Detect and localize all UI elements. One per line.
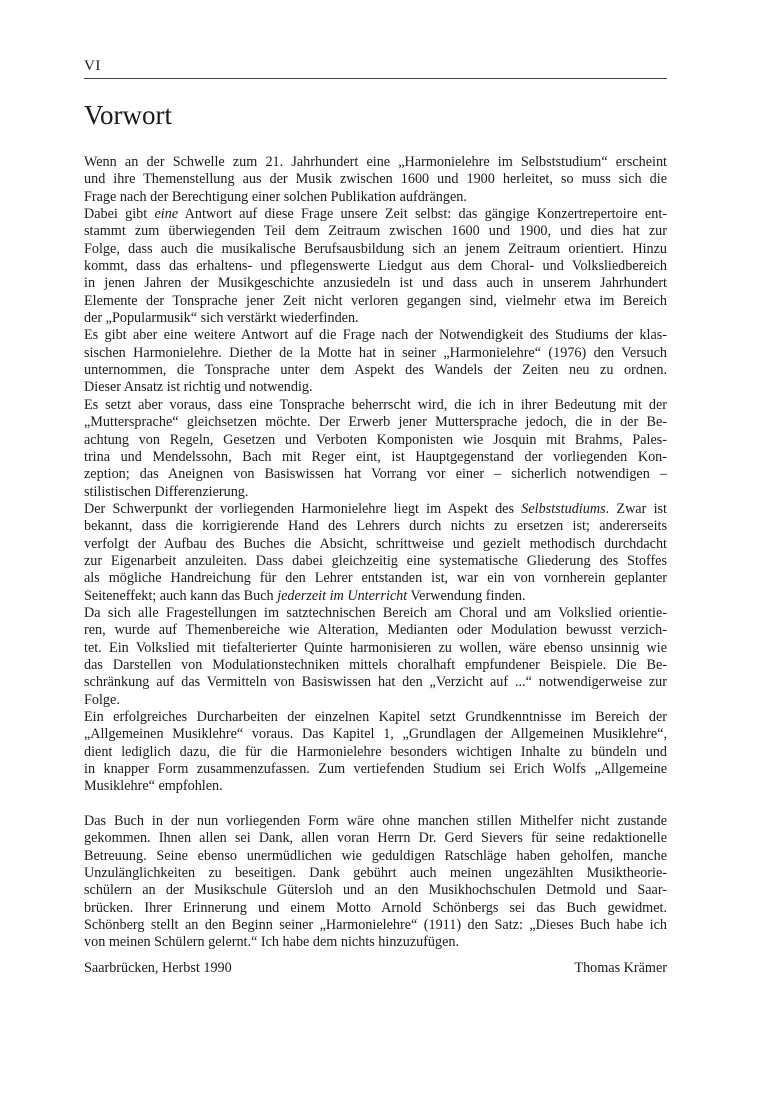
text-line: Dabei gibt eine Antwort auf diese Frage unsere Zeit selbst: das gängige Konzertrepertoire ent- bbox=[84, 206, 667, 223]
text-line: sischen Harmonielehre. Diether de la Motte hat in seiner „Harmonielehre“ (1976) den Versuch bbox=[84, 344, 667, 361]
text-line: tet. Ein Volkslied mit tiefalterierter Quinte harmonisieren zu wollen, wäre ebenso unsinnig wie bbox=[84, 639, 667, 656]
text-line: Da sich alle Fragestellungen im satztechnischen Bereich am Choral und am Volkslied orientie- bbox=[84, 604, 667, 621]
text-line: und ihre Themenstellung aus der Musik zwischen 1600 und 1900 herleitet, so muss sich die bbox=[84, 171, 667, 188]
text-line: Ein erfolgreiches Durcharbeiten der einzelnen Kapitel setzt Grundkenntnisse im Bereich der bbox=[84, 709, 667, 725]
text-line: der „Popularmusik“ sich verstärkt wiederfinden. bbox=[84, 310, 359, 327]
text-line: achtung von Regeln, Gesetzen und Verboten Komponisten wie Josquin mit Brahms, Pales- bbox=[84, 431, 667, 448]
text-line: „Muttersprache“ gleichsetzen möchte. Der Erwerb jener Muttersprache jedoch, die in der Be- bbox=[84, 414, 667, 431]
text-line: Es setzt aber voraus, dass eine Tonsprache beherrscht wird, die ich in ihrer Bedeutung mit der bbox=[84, 396, 667, 413]
text-line: Das Buch in der nun vorliegenden Form wäre ohne manchen stillen Mithelfer nicht zustande bbox=[84, 813, 667, 830]
text-line: Schönberg stellt an den Beginn seiner „Harmonielehre“ (1911) den Satz: „Dieses Buch habe ich bbox=[84, 917, 667, 934]
text-line: brücken. Ihrer Erinnerung und einem Motto Arnold Schönbergs sei das Buch gewidmet. bbox=[84, 899, 667, 916]
text-line: kommt, dass das erhaltens- und pflegenswerte Liedgut aus dem Choral- und Volksliedbereich bbox=[84, 258, 667, 275]
text-line: als mögliche Handreichung für den Lehrer entstanden ist, war ein von vornherein geplanter bbox=[84, 570, 667, 587]
paragraph-gap bbox=[84, 796, 667, 813]
text-line: in jenen Jahren der Musikgeschichte anzusiedeln ist und dass auch in unserem Jahrhundert bbox=[84, 275, 667, 292]
text-line: stammt zum überwiegenden Teil dem Zeitraum zwischen 1600 und 1900, und dies hat zur bbox=[84, 223, 667, 240]
text-line: Seiteneffekt; auch kann das Buch jederzeit im Unterricht Verwendung finden. bbox=[84, 587, 526, 604]
paragraph bbox=[84, 605, 667, 709]
text-line: Es gibt aber eine weitere Antwort auf die Frage nach der Notwendigkeit des Studiums der klas- bbox=[84, 327, 667, 344]
text-line: trina und Mendelssohn, Bach mit Reger eint, ist Hauptgegenstand der vorliegenden Kon- bbox=[84, 448, 667, 465]
text-line: „Allgemeinen Musiklehre“ voraus. Das Kapitel 1, „Grundlagen der Allgemeinen Musiklehre“, bbox=[84, 726, 667, 743]
text-line: das Darstellen von Modulationstechniken mittels choralhaft empfundener Beispiele. Die Be- bbox=[84, 656, 667, 673]
author-name: Thomas Krämer bbox=[574, 960, 667, 976]
text-line: Folge, dass auch die musikalische Berufsausbildung sich an jenem Zeitraum orientiert. Hinzu bbox=[84, 240, 667, 257]
place-date: Saarbrücken, Herbst 1990 bbox=[84, 960, 232, 976]
text-line: verfolgt der Aufbau des Buches die Absicht, schrittweise und gezielt methodisch durchdacht bbox=[84, 535, 667, 552]
paragraph bbox=[84, 709, 667, 796]
text-line: stilistischen Differenzierung. bbox=[84, 483, 249, 500]
paragraph bbox=[84, 501, 667, 605]
text-line: in knapper Form zusammenzufassen. Zum vertiefenden Studium sei Erich Wolfs „Allgemeine bbox=[84, 761, 667, 778]
paragraph bbox=[84, 154, 667, 206]
text-line: Unzulänglichkeiten zu beseitigen. Dank gebührt auch meinen ungezählten Musiktheorie- bbox=[84, 865, 667, 882]
text-line: Wenn an der Schwelle zum 21. Jahrhundert eine „Harmonielehre im Selbststudium“ erscheint bbox=[84, 154, 667, 170]
signoff bbox=[84, 960, 667, 977]
text-line: Dieser Ansatz ist richtig und notwendig. bbox=[84, 379, 313, 396]
text-line: bekannt, dass die korrigierende Hand des Lehrers durch nichts zu ersetzen ist; andererseits bbox=[84, 518, 667, 535]
running-header bbox=[84, 56, 667, 79]
text-line: unternommen, die Tonsprache unter dem Aspekt des Wandels der Zeiten neu zu ordnen. bbox=[84, 362, 667, 379]
paragraph bbox=[84, 813, 667, 952]
text-line: Der Schwerpunkt der vorliegenden Harmonielehre liegt im Aspekt des Selbststudiums. Zwar ist bbox=[84, 500, 667, 517]
text-line: gekommen. Ihnen allen sei Dank, allen voran Herrn Dr. Gerd Sievers für seine redaktionelle bbox=[84, 830, 667, 847]
text-line: schülern an der Musikschule Gütersloh und an den Musikhochschulen Detmold und Saar- bbox=[84, 882, 667, 899]
paragraph bbox=[84, 206, 667, 327]
text-line: Betreuung. Seine ebenso unermüdlichen wie geduldigen Ratschläge haben geholfen, manche bbox=[84, 847, 667, 864]
text-line: zur Eigenarbeit anzuleiten. Dass dabei gleichzeitig eine systematische Gliederung des Stoffes bbox=[84, 552, 667, 569]
text-line: dient lediglich dazu, die für die Harmonielehre besonders wichtigen Inhalte zu bündeln und bbox=[84, 743, 667, 760]
text-line: Folge. bbox=[84, 691, 120, 708]
paragraph bbox=[84, 327, 667, 396]
page-number: VI bbox=[84, 58, 101, 74]
text-line: Frage nach der Berechtigung einer solchen Publikation aufdrängen. bbox=[84, 188, 467, 205]
preface-body bbox=[84, 154, 667, 952]
chapter-title: Vorwort bbox=[84, 100, 173, 130]
text-line: von meinen Schülern gelernt.“ Ich habe dem nichts hinzuzufügen. bbox=[84, 934, 460, 951]
text-line: schränkung auf das Vermitteln von Basiswissen hat den „Verzicht auf ...“ notwendigerweise zur bbox=[84, 674, 667, 691]
text-line: zeption; das Aneignen von Basiswissen hat Vorrang vor einer – sicherlich notwendigen – bbox=[84, 466, 667, 483]
paragraph bbox=[84, 397, 667, 501]
text-line: ren, wurde auf Themenbereiche wie Alteration, Medianten oder Modulation bewusst verzich- bbox=[84, 622, 667, 639]
text-line: Elemente der Tonsprache jener Zeit nicht verloren gegangen sind, vielmehr etwa im Bereich bbox=[84, 292, 667, 309]
text-line: Musiklehre“ empfohlen. bbox=[84, 778, 223, 795]
